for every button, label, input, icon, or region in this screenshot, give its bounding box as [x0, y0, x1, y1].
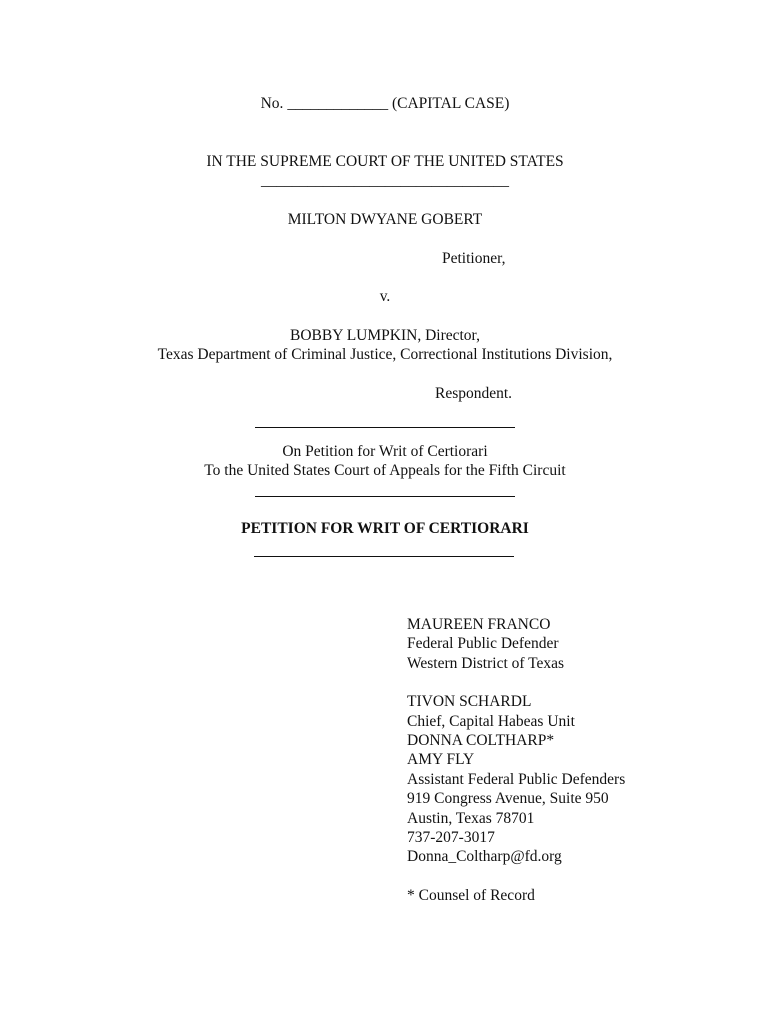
counsel-email: Donna_Coltharp@fd.org [407, 848, 562, 866]
docket-blank: _____________ [287, 95, 389, 112]
counsel-line: AMY FLY [407, 751, 475, 769]
divider-rule-3 [254, 556, 514, 557]
court-underline: ________________________________ [261, 172, 509, 189]
counsel-line: TIVON SCHARDL [407, 693, 532, 711]
petitioner-name: MILTON DWYANE GOBERT [287, 211, 483, 228]
counsel-of-record-note: * Counsel of Record [407, 886, 535, 904]
counsel-line: Austin, Texas 78701 [407, 809, 535, 827]
counsel-line: Federal Public Defender [407, 635, 559, 653]
counsel-group-habeas [407, 692, 747, 867]
divider-rule-2 [255, 496, 515, 497]
counsel-block [407, 615, 747, 905]
petition-line-1: On Petition for Writ of Certiorari [282, 443, 488, 460]
counsel-group-fpd [407, 615, 747, 673]
docket-prefix: No. [260, 95, 284, 112]
counsel-line: MAUREEN FRANCO [407, 616, 551, 633]
respondent-agency: Texas Department of Criminal Justice, Correctional Institutions Division, [157, 346, 613, 363]
counsel-line: Assistant Federal Public Defenders [407, 770, 626, 788]
counsel-line: 737-207-3017 [407, 829, 495, 847]
counsel-line: Western District of Texas [407, 654, 565, 672]
versus: v. [379, 288, 391, 305]
petition-line-2: To the United States Court of Appeals for the Fifth Circuit [204, 462, 566, 479]
petitioner-role: Petitioner, [442, 250, 506, 267]
court-name: IN THE SUPREME COURT OF THE UNITED STATES [206, 153, 564, 170]
counsel-line: 919 Congress Avenue, Suite 950 [407, 790, 609, 808]
respondent-name: BOBBY LUMPKIN, Director, [290, 327, 480, 344]
respondent-role: Respondent. [435, 385, 513, 402]
docket-number [0, 94, 770, 113]
counsel-line: DONNA COLTHARP* [407, 732, 555, 750]
divider-rule-1 [255, 427, 515, 428]
petition-title: PETITION FOR WRIT OF CERTIORARI [241, 520, 529, 537]
counsel-line: Chief, Capital Habeas Unit [407, 712, 575, 730]
capital-case-label: (CAPITAL CASE) [391, 95, 510, 112]
